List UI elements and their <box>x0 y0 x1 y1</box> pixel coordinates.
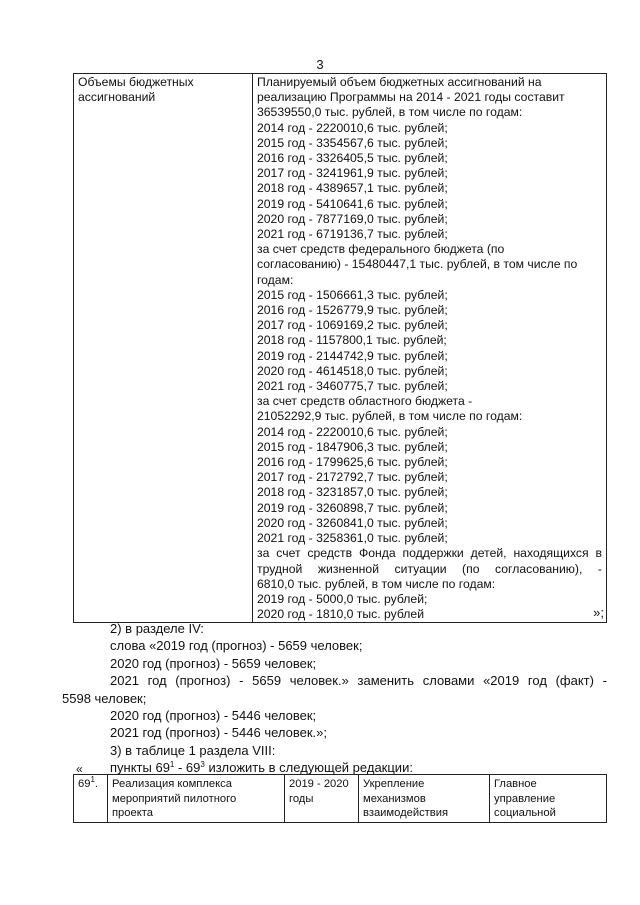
budget-line: годам: <box>257 272 294 287</box>
cell-line: взаимодействия <box>363 807 449 819</box>
budget-line: 2015 год - 3354567,6 тыс. рублей; <box>257 135 448 150</box>
superscript: 1 <box>90 775 95 784</box>
item-executor-cell <box>490 775 607 823</box>
paragraph: 2020 год (прогноз) - 5446 человек; <box>110 708 317 724</box>
budget-label-line: ассигнований <box>78 90 156 105</box>
budget-line: 2017 год - 2172792,7 тыс. рублей; <box>257 470 448 485</box>
closing-quote: »; <box>593 605 604 620</box>
budget-line: 2015 год - 1847906,3 тыс. рублей; <box>257 439 448 454</box>
budget-line: 2020 год - 1810,0 тыс. рублей <box>257 607 424 622</box>
budget-line: 2015 год - 1506661,3 тыс. рублей; <box>257 287 448 302</box>
budget-line: 2018 год - 1157800,1 тыс. рублей; <box>257 333 447 348</box>
cell-line: механизмов <box>363 792 426 805</box>
cell-line: проекта <box>112 807 153 819</box>
budget-line: согласованию) - 15480447,1 тыс. рублей, в том числе по <box>257 257 578 272</box>
text-fragment: изложить в следующей редакции: <box>204 760 413 776</box>
opening-quote: « <box>76 762 83 776</box>
budget-line: 2019 год - 5410641,6 тыс. рублей; <box>257 196 448 211</box>
budget-line: 21052292,9 тыс. рублей, в том числе по годам: <box>257 409 523 424</box>
cell-line: Реализация комплекса <box>112 778 232 790</box>
cell-line: Главное <box>494 778 537 790</box>
cell-line: 2019 - 2020 <box>289 778 349 790</box>
amendment-text <box>62 620 607 777</box>
cell-line: социальной <box>494 807 556 819</box>
paragraph: слова «2019 год (прогноз) - 5659 человек; <box>110 638 363 654</box>
budget-line: 6810,0 тыс. рублей, в том числе по годам: <box>257 576 496 591</box>
budget-allocations-table <box>73 73 607 623</box>
budget-line: 2019 год - 5000,0 тыс. рублей; <box>257 591 428 606</box>
paragraph: 2) в разделе IV: <box>110 621 204 636</box>
budget-line: 2016 год - 1526779,9 тыс. рублей; <box>257 303 448 318</box>
budget-line: трудной жизненной ситуации (по согласованию), - <box>257 561 602 576</box>
budget-line: 2019 год - 2144742,9 тыс. рублей; <box>257 348 448 363</box>
item-years-cell <box>285 775 359 823</box>
paragraph: 5598 человек; <box>62 690 147 706</box>
budget-line: 2020 год - 3260841,0 тыс. рублей; <box>257 515 448 530</box>
budget-label-cell <box>74 74 253 623</box>
cell-line: годы <box>289 792 314 805</box>
table-row <box>74 775 607 823</box>
budget-line: 2016 год - 3326405,5 тыс. рублей; <box>257 151 448 166</box>
item-result-cell <box>359 775 490 823</box>
superscript: 1 <box>169 760 175 770</box>
budget-line: 2021 год - 3460775,7 тыс. рублей; <box>257 379 448 394</box>
budget-line: 2017 год - 1069169,2 тыс. рублей; <box>257 318 448 333</box>
paragraph: 2020 год (прогноз) - 5659 человек; <box>110 655 317 671</box>
budget-line: 36539550,0 тыс. рублей, в том числе по годам: <box>257 105 523 120</box>
paragraph: 3) в таблице 1 раздела VIII: <box>110 742 276 758</box>
budget-line: за счет средств областного бюджета - <box>257 394 473 409</box>
superscript: 3 <box>200 760 205 770</box>
budget-line: 2020 год - 4614518,0 тыс. рублей; <box>257 363 448 378</box>
cell-line: Укрепление <box>363 778 425 790</box>
page-number: 3 <box>316 57 324 72</box>
budget-label-line: Объемы бюджетных <box>78 75 194 89</box>
cell-line: мероприятий пилотного <box>112 792 237 805</box>
budget-line: Планируемый объем бюджетных ассигнований на <box>257 75 542 89</box>
table-row <box>74 74 607 623</box>
budget-line: 2021 год - 6719136,7 тыс. рублей; <box>257 227 448 242</box>
budget-line: 2021 год - 3258361,0 тыс. рублей; <box>257 531 448 546</box>
text-fragment: пункты 69 <box>110 760 170 776</box>
program-items-table <box>73 774 607 823</box>
paragraph: 2021 год (прогноз) - 5446 человек.»; <box>110 725 328 741</box>
budget-line: 2018 год - 3231857,0 тыс. рублей; <box>257 485 448 500</box>
budget-line: 2014 год - 2220010,6 тыс. рублей; <box>257 424 448 439</box>
item-number-suffix: . <box>94 778 99 790</box>
budget-line: 2017 год - 3241961,9 тыс. рублей; <box>257 166 448 181</box>
item-name-cell <box>108 775 285 823</box>
item-number: 69 <box>78 778 91 790</box>
budget-line: 2016 год - 1799625,6 тыс. рублей; <box>257 455 448 470</box>
budget-line: за счет средств Фонда поддержки детей, находящихся в <box>257 546 602 561</box>
budget-line: за счет средств федерального бюджета (по <box>257 242 505 257</box>
budget-line: 2020 год - 7877169,0 тыс. рублей; <box>257 211 448 226</box>
budget-line: 2018 год - 4389657,1 тыс. рублей; <box>257 181 448 196</box>
text-fragment: - 69 <box>174 760 201 776</box>
budget-line: реализацию Программы на 2014 - 2021 годы составит <box>257 90 565 105</box>
budget-details-cell <box>253 74 607 623</box>
cell-line: управление <box>494 792 556 805</box>
budget-line: 2019 год - 3260898,7 тыс. рублей; <box>257 500 448 515</box>
budget-line: 2014 год - 2220010,6 тыс. рублей; <box>257 120 448 135</box>
paragraph: 2021 год (прогноз) - 5659 человек.» заменить словами «2019 год (факт) - <box>110 673 607 689</box>
item-number-cell <box>74 775 108 823</box>
